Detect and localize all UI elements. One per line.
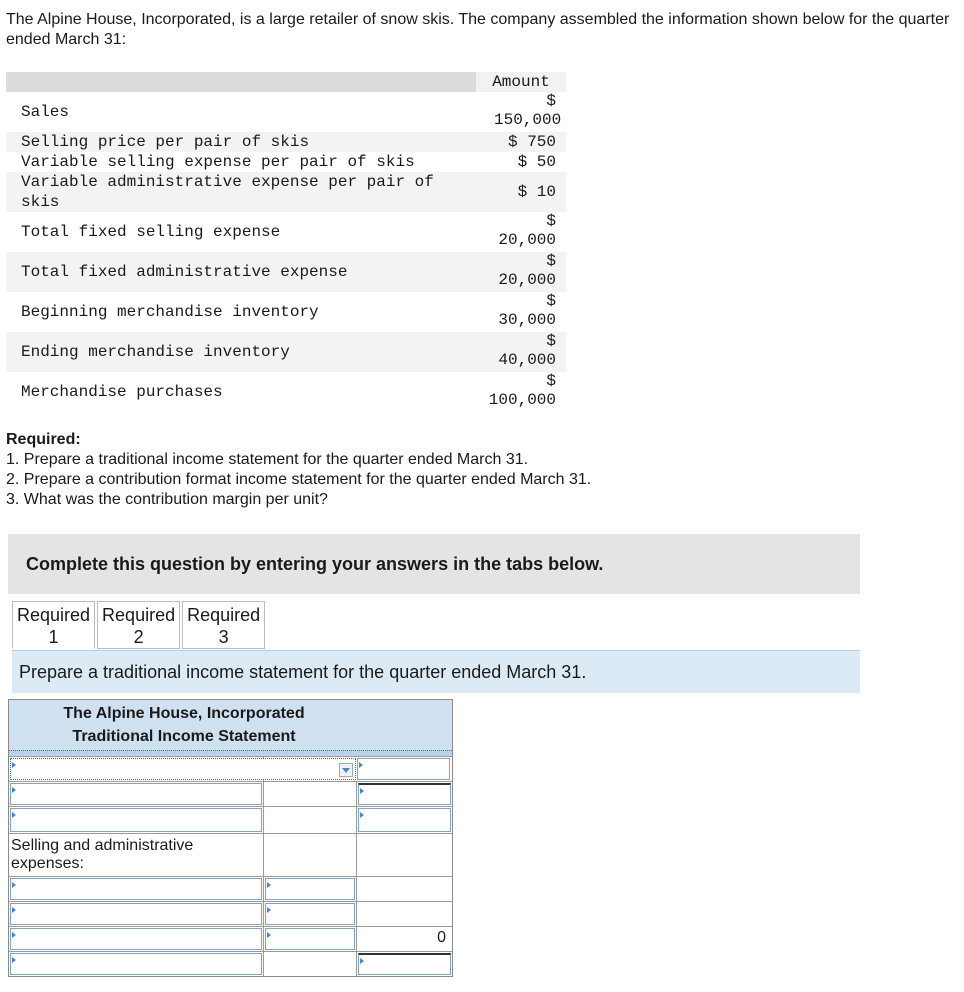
statement-row-8-total[interactable] xyxy=(357,952,452,976)
row-amount-selling-price: $ 750 xyxy=(476,132,566,152)
statement-row-2-total[interactable] xyxy=(357,782,452,806)
row-label-fixed-selling: Total fixed selling expense xyxy=(21,223,281,241)
statement-row-7-total xyxy=(357,927,452,951)
statement-row-8-label[interactable] xyxy=(9,952,264,976)
row-amount-fixed-selling: $ 20,000 xyxy=(498,212,556,249)
row-amount-variable-admin: $ 10 xyxy=(476,172,566,212)
income-statement-grid xyxy=(8,699,453,977)
row-amount-purchases: $ 100,000 xyxy=(488,372,556,409)
tab-required-2[interactable]: Required 2 xyxy=(97,601,180,649)
statement-title: Traditional Income Statement xyxy=(72,728,296,745)
row-label-variable-admin: Variable administrative expense per pair of skis xyxy=(6,172,476,212)
row-amount-ending-inventory: $ 40,000 xyxy=(476,332,566,372)
statement-row-1-total[interactable] xyxy=(356,757,451,781)
instruction-banner: Complete this question by entering your answers in the tabs below. xyxy=(8,534,860,594)
statement-row-2-amount xyxy=(264,782,357,806)
row-label-beginning-inventory: Beginning merchandise inventory xyxy=(21,303,319,321)
row-label-fixed-admin: Total fixed administrative expense xyxy=(6,252,476,292)
row-label-selling-price: Selling price per pair of skis xyxy=(6,132,476,152)
statement-row-3-amount xyxy=(264,807,357,833)
row-amount-fixed-admin: $ 20,000 xyxy=(476,252,566,292)
label-column-header xyxy=(6,72,476,92)
amount-column-header: Amount xyxy=(476,72,566,92)
info-table xyxy=(6,72,566,412)
statement-row-6-amount[interactable] xyxy=(264,902,357,926)
tab-prompt: Prepare a traditional income statement for the quarter ended March 31. xyxy=(12,650,860,693)
row-label-purchases: Merchandise purchases xyxy=(21,383,223,401)
row-amount-sales: $ 150,000 xyxy=(494,92,562,129)
tab-bar xyxy=(12,601,267,649)
statement-row-5-label[interactable] xyxy=(9,877,264,901)
row-label-ending-inventory: Ending merchandise inventory xyxy=(6,332,476,372)
statement-row-1-label[interactable] xyxy=(9,757,264,781)
row-label-variable-selling: Variable selling expense per pair of skis xyxy=(21,153,415,171)
required-item-3: 3. What was the contribution margin per unit? xyxy=(6,491,328,508)
statement-heading xyxy=(9,700,359,750)
statement-row-3-total[interactable] xyxy=(357,807,452,833)
required-title: Required: xyxy=(6,431,81,448)
statement-row-2-label[interactable] xyxy=(9,782,264,806)
sga-expenses-label: Selling and administrative expenses: xyxy=(11,837,194,872)
sga-total-value: 0 xyxy=(437,929,446,946)
tab-required-3[interactable]: Required 3 xyxy=(182,601,265,649)
company-name: The Alpine House, Incorporated xyxy=(63,705,305,722)
intro-text: The Alpine House, Incorporated, is a large retailer of snow skis. The company assembled the information shown below for the quarter ended March 31: xyxy=(6,11,950,48)
tab-required-1[interactable]: Required 1 xyxy=(12,601,95,649)
statement-row-7-amount[interactable] xyxy=(264,927,357,951)
row-amount-variable-selling: $ 50 xyxy=(517,153,556,171)
statement-row-7-label[interactable] xyxy=(9,927,264,951)
required-section xyxy=(6,430,591,510)
statement-row-3-label[interactable] xyxy=(9,807,264,833)
statement-row-5-amount[interactable] xyxy=(264,877,357,901)
required-item-2: 2. Prepare a contribution format income statement for the quarter ended March 31. xyxy=(6,471,592,488)
statement-row-6-label[interactable] xyxy=(9,902,264,926)
required-item-1: 1. Prepare a traditional income statement for the quarter ended March 31. xyxy=(6,451,529,468)
row-amount-beginning-inventory: $ 30,000 xyxy=(498,292,556,329)
row-label-sales: Sales xyxy=(21,103,70,121)
